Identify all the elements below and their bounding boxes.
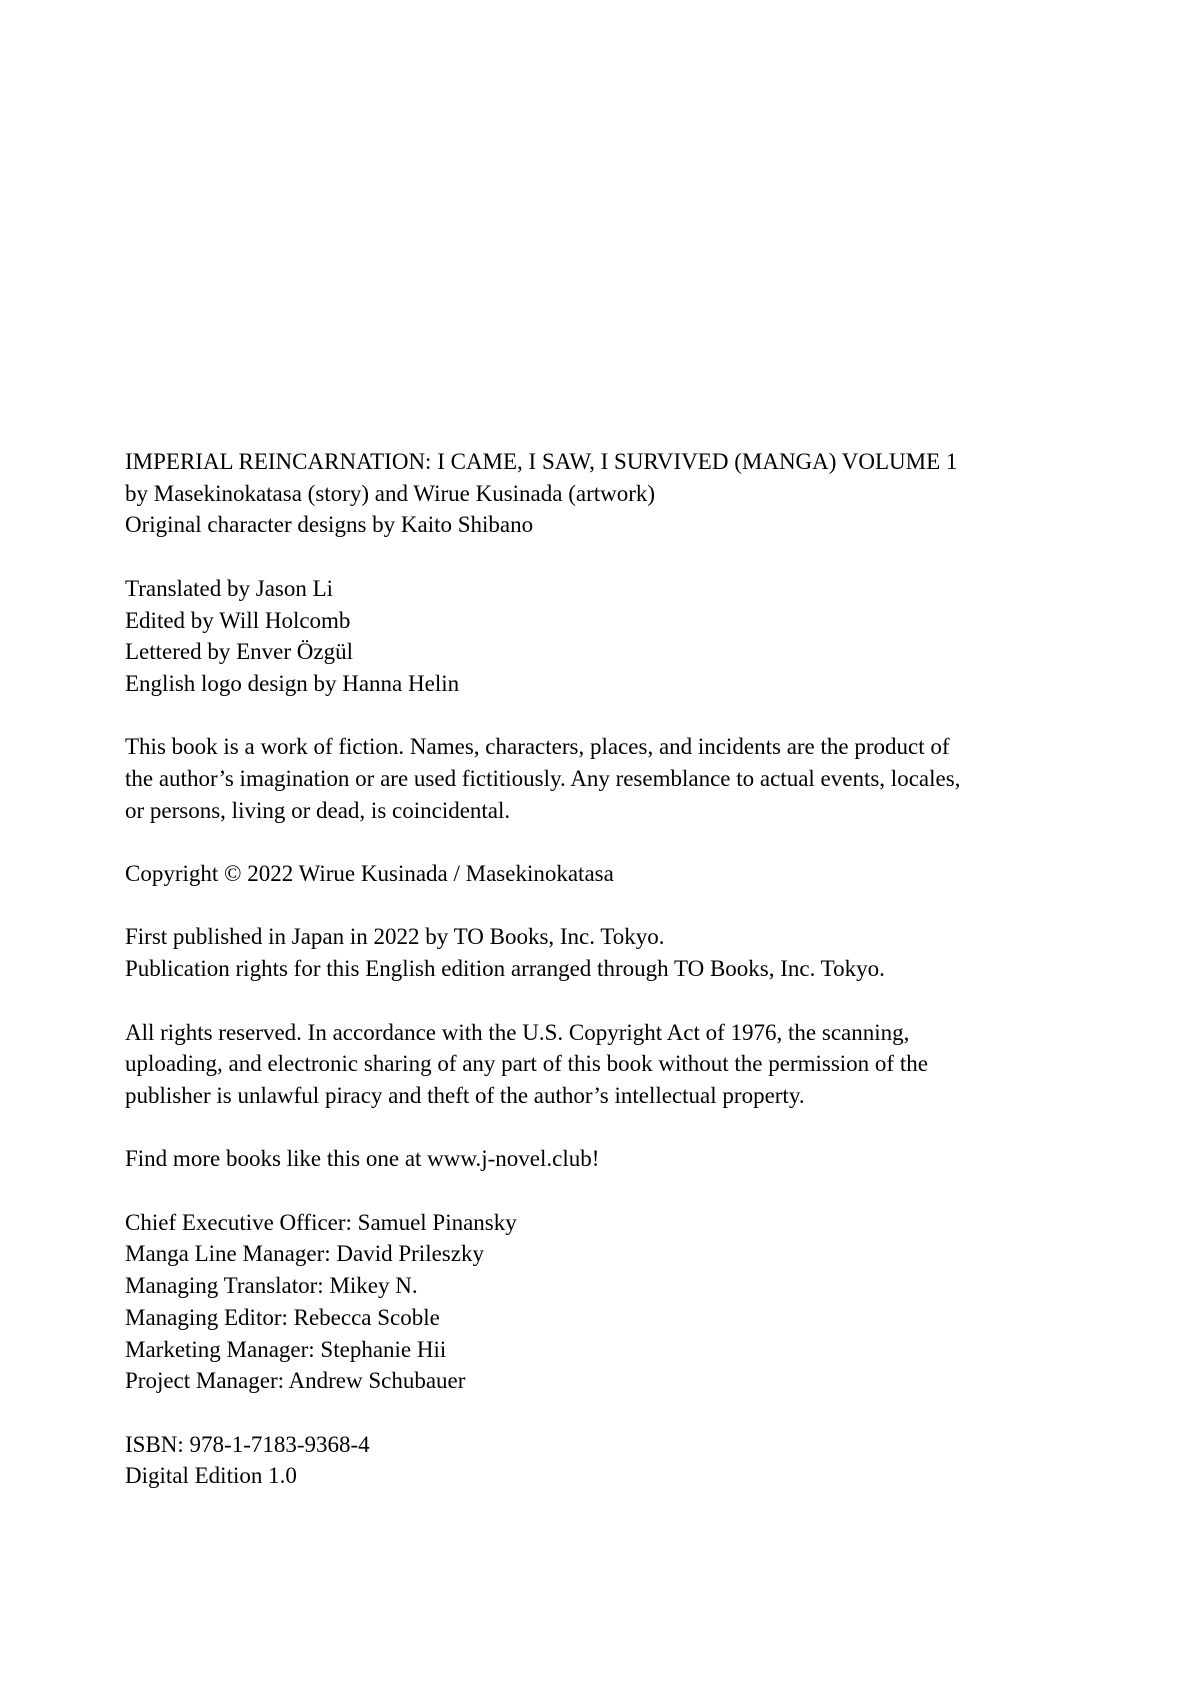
fiction-disclaimer	[125, 731, 1135, 826]
isbn-line: ISBN: 978-1-7183-9368-4	[125, 1431, 370, 1457]
ceo-credit: Chief Executive Officer: Samuel Pinansky	[125, 1209, 517, 1235]
rights-notice-line-3: publisher is unlawful piracy and theft of the author’s intellectual property.	[125, 1082, 805, 1108]
fiction-disclaimer-line-3: or persons, living or dead, is coincidental.	[125, 797, 511, 823]
publication-rights-block	[125, 921, 1135, 984]
translator-credit: Translated by Jason Li	[125, 575, 334, 601]
logo-designer-credit: English logo design by Hanna Helin	[125, 670, 460, 696]
editor-credit: Edited by Will Holcomb	[125, 607, 351, 633]
project-manager-credit: Project Manager: Andrew Schubauer	[125, 1368, 466, 1394]
manga-line-manager-credit: Manga Line Manager: David Prileszky	[125, 1241, 484, 1267]
localization-credits-block	[125, 573, 1135, 700]
title-block	[125, 446, 1135, 541]
digital-edition-line: Digital Edition 1.0	[125, 1463, 297, 1489]
book-authors: by Masekinokatasa (story) and Wirue Kusinada (artwork)	[125, 480, 656, 506]
copyright-line: Copyright © 2022 Wirue Kusinada / Masekinokatasa	[125, 861, 614, 887]
promo-line: Find more books like this one at www.j-novel.club!	[125, 1146, 600, 1172]
first-published-line: First published in Japan in 2022 by TO Books, Inc. Tokyo.	[125, 924, 665, 950]
character-designs-credit: Original character designs by Kaito Shibano	[125, 512, 534, 538]
letterer-credit: Lettered by Enver Özgül	[125, 639, 353, 665]
fiction-disclaimer-line-1: This book is a work of fiction. Names, characters, places, and incidents are the product of	[125, 734, 950, 760]
marketing-manager-credit: Marketing Manager: Stephanie Hii	[125, 1336, 447, 1362]
copyright-notice	[125, 858, 1135, 890]
edition-info-block	[125, 1429, 1135, 1492]
colophon-text-block	[125, 446, 1135, 1492]
promo-block	[125, 1143, 1135, 1175]
managing-editor-credit: Managing Editor: Rebecca Scoble	[125, 1304, 440, 1330]
managing-translator-credit: Managing Translator: Mikey N.	[125, 1273, 418, 1299]
rights-notice-block	[125, 1017, 1135, 1112]
book-title: IMPERIAL REINCARNATION: I CAME, I SAW, I SURVIVED (MANGA) VOLUME 1	[125, 449, 958, 474]
fiction-disclaimer-line-2: the author’s imagination or are used fictitiously. Any resemblance to actual events, locales,	[125, 766, 961, 791]
company-staff-block	[125, 1207, 1135, 1397]
rights-notice-line-1: All rights reserved. In accordance with the U.S. Copyright Act of 1976, the scanning,	[125, 1019, 910, 1045]
publication-rights-line: Publication rights for this English edition arranged through TO Books, Inc. Tokyo.	[125, 956, 885, 982]
rights-notice-line-2: uploading, and electronic sharing of any part of this book without the permission of the	[125, 1051, 928, 1077]
